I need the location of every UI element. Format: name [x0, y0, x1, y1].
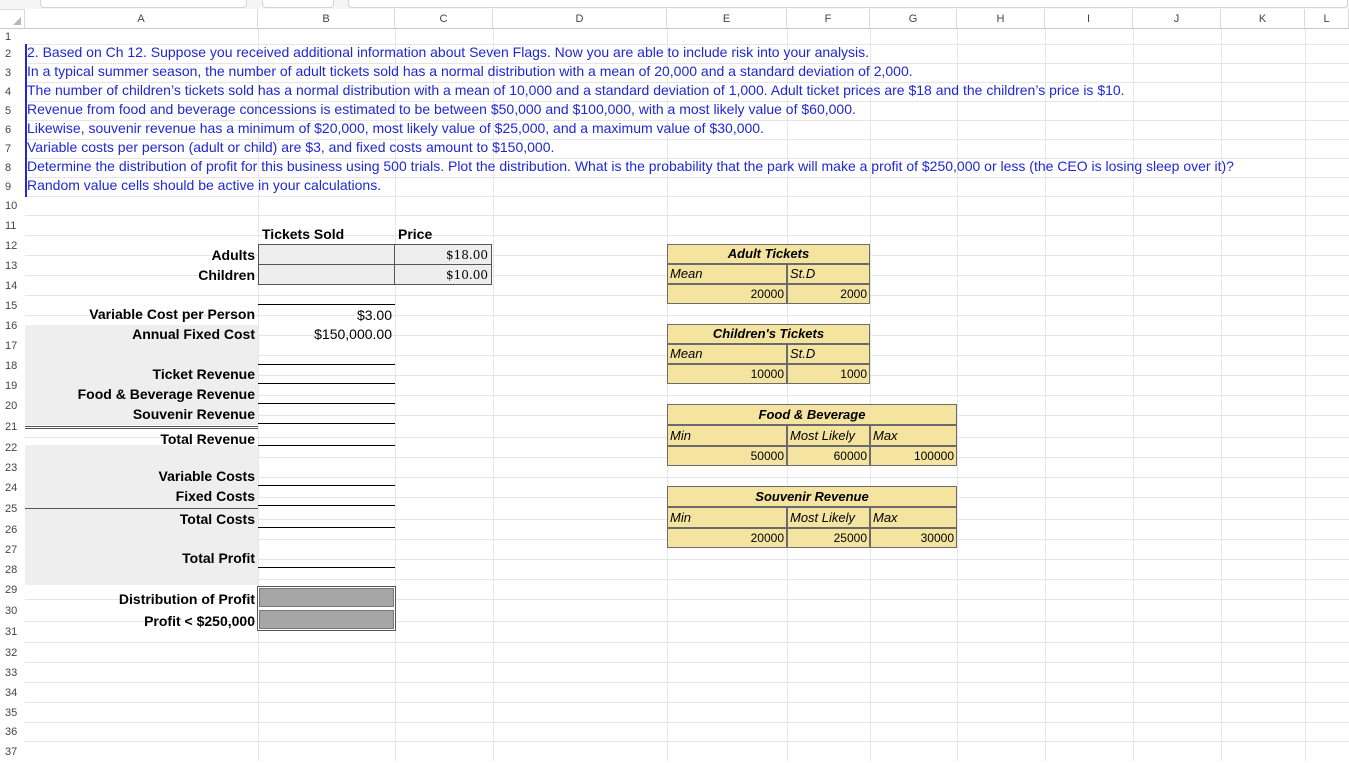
select-all-corner[interactable] — [0, 9, 25, 29]
row-header[interactable]: 24 — [5, 482, 18, 494]
row-header[interactable]: 14 — [5, 280, 18, 292]
row-header[interactable]: 29 — [5, 584, 18, 596]
row-header[interactable]: 6 — [5, 124, 12, 136]
column-header[interactable]: I — [1045, 9, 1133, 29]
souvenir-revenue-label: Souvenir Revenue — [132, 406, 255, 422]
souvenir-box-title: Souvenir Revenue — [667, 486, 957, 507]
row-header[interactable]: 33 — [5, 667, 18, 679]
row-header[interactable]: 20 — [5, 400, 18, 412]
row-header[interactable]: 21 — [5, 421, 18, 433]
instruction-line: 2. Based on Ch 12. Suppose you received additional information about Seven Flags. Now you are able to include risk into your analysis. — [27, 44, 870, 60]
instruction-line: Random value cells should be active in your calculations. — [27, 177, 382, 193]
row-header[interactable]: 36 — [5, 726, 18, 738]
children-box-title: Children's Tickets — [667, 324, 870, 344]
fixed-cost-label: Annual Fixed Cost — [132, 326, 255, 342]
instruction-line: Revenue from food and beverage concessions is estimated to be between $50,000 and $100,000, with a most likely value of $60,000. — [27, 101, 856, 117]
row-header[interactable]: 25 — [5, 503, 18, 515]
instruction-line: Determine the distribution of profit for this business using 500 trials. Plot the distribution. What is the probability that the park will make a profit of $250,000 or less (the CEO is losing sleep over it)? — [27, 158, 1234, 174]
name-box[interactable] — [40, 0, 247, 8]
var-cost-label: Variable Cost per Person — [89, 306, 255, 322]
distribution-output-cell[interactable] — [259, 588, 394, 607]
row-header[interactable]: 30 — [5, 605, 18, 617]
column-header[interactable]: F — [787, 9, 870, 29]
grid-row-line — [25, 662, 1349, 663]
row-header[interactable]: 9 — [5, 181, 12, 193]
grid-row-line — [25, 196, 1349, 197]
souvenir-likely-cell[interactable]: 25000 — [787, 528, 870, 548]
column-header[interactable]: G — [870, 9, 957, 29]
row-header[interactable]: 2 — [5, 48, 12, 60]
column-header[interactable]: A — [25, 9, 258, 29]
price-header: Price — [398, 226, 433, 242]
adult-mean-cell[interactable]: 20000 — [667, 284, 787, 304]
food-max-cell[interactable]: 100000 — [870, 446, 957, 466]
food-box-col1: Min — [667, 425, 787, 446]
revenue-line-1 — [258, 364, 395, 365]
profit-threshold-label: Profit < $250,000 — [144, 613, 255, 629]
row-header[interactable]: 4 — [5, 86, 12, 98]
revenue-line-4 — [258, 423, 395, 424]
instruction-line: Likewise, souvenir revenue has a minimum of $20,000, most likely value of $25,000, and a maximum value of $30,000. — [27, 120, 764, 136]
row-header[interactable]: 3 — [5, 67, 12, 79]
revenue-line-3 — [258, 403, 395, 404]
column-header[interactable]: K — [1221, 9, 1305, 29]
adults-label: Adults — [211, 247, 255, 263]
children-price-cell[interactable]: $10.00 — [394, 264, 492, 285]
souvenir-box-col2: Most Likely — [787, 507, 870, 528]
variable-costs-label: Variable Costs — [158, 468, 255, 484]
row-header[interactable]: 31 — [5, 626, 18, 638]
instruction-line: Variable costs per person (adult or child) are $3, and fixed costs amount to $150,000. — [27, 139, 555, 155]
food-revenue-label: Food & Beverage Revenue — [77, 386, 255, 402]
row-header[interactable]: 35 — [5, 707, 18, 719]
ticket-revenue-label: Ticket Revenue — [152, 366, 255, 382]
column-header[interactable]: C — [395, 9, 493, 29]
children-label: Children — [198, 267, 255, 283]
children-mean-cell[interactable]: 10000 — [667, 364, 787, 384]
profit-line — [258, 567, 395, 568]
food-likely-cell[interactable]: 60000 — [787, 446, 870, 466]
adult-box-col1: Mean — [667, 264, 787, 284]
column-header[interactable]: H — [957, 9, 1045, 29]
row-header[interactable]: 15 — [5, 300, 18, 312]
children-std-cell[interactable]: 1000 — [787, 364, 870, 384]
food-min-cell[interactable]: 50000 — [667, 446, 787, 466]
column-header[interactable]: D — [493, 9, 667, 29]
grid-row-line — [25, 215, 1349, 216]
cost-line-2 — [258, 505, 395, 506]
spreadsheet-grid[interactable] — [0, 9, 1349, 761]
row-header[interactable]: 10 — [5, 200, 18, 212]
row-header[interactable]: 37 — [5, 746, 18, 758]
food-box-col2: Most Likely — [787, 425, 870, 446]
grid-row-line — [25, 642, 1349, 643]
row-header[interactable]: 28 — [5, 564, 18, 576]
row-header[interactable]: 11 — [5, 220, 17, 232]
adult-price-cell[interactable]: $18.00 — [394, 244, 492, 265]
row-header[interactable]: 32 — [5, 647, 18, 659]
row-header[interactable]: 7 — [5, 143, 12, 155]
grid-row-line — [25, 722, 1349, 723]
fixed-cost-value[interactable]: $150,000.00 — [314, 326, 392, 342]
row-header[interactable]: 12 — [5, 240, 18, 252]
souvenir-max-cell[interactable]: 30000 — [870, 528, 957, 548]
row-header[interactable]: 16 — [5, 320, 18, 332]
souvenir-box-col1: Min — [667, 507, 787, 528]
instruction-line: In a typical summer season, the number of adult tickets sold has a normal distribution with a mean of 20,000 and a standard deviation of 2,000. — [27, 63, 913, 79]
row-header[interactable]: 13 — [5, 260, 18, 272]
revenue-line-5 — [258, 445, 395, 446]
souvenir-box-col3: Max — [870, 507, 957, 528]
tickets-sold-header: Tickets Sold — [262, 226, 345, 242]
row-header[interactable]: 27 — [5, 544, 18, 556]
row-header[interactable]: 22 — [5, 442, 18, 454]
grid-row-line — [25, 702, 1349, 703]
souvenir-min-cell[interactable]: 20000 — [667, 528, 787, 548]
row-header[interactable]: 19 — [5, 380, 18, 392]
total-profit-label: Total Profit — [182, 550, 255, 566]
formula-controls[interactable] — [262, 0, 334, 8]
tickets-divider — [258, 264, 395, 265]
revenue-line-2 — [258, 383, 395, 384]
row-header[interactable]: 1 — [5, 31, 12, 43]
row-header[interactable]: 5 — [5, 105, 12, 117]
food-box-title: Food & Beverage — [667, 404, 957, 425]
adult-std-cell[interactable]: 2000 — [787, 284, 870, 304]
probability-output-cell[interactable] — [259, 610, 394, 629]
column-header[interactable]: L — [1305, 9, 1349, 29]
food-box-col3: Max — [870, 425, 957, 446]
formula-bar[interactable] — [348, 0, 1348, 8]
cost-line-3 — [258, 527, 395, 528]
row-header[interactable]: 34 — [5, 687, 18, 699]
grid-row-line — [25, 741, 1349, 742]
var-cost-value[interactable]: $3.00 — [258, 304, 395, 324]
fixed-costs-label: Fixed Costs — [175, 488, 255, 504]
grid-row-line — [25, 682, 1349, 683]
row-header[interactable]: 17 — [5, 340, 18, 352]
grid-row-line — [25, 235, 1349, 236]
total-revenue-label: Total Revenue — [25, 426, 258, 446]
children-box-col2: St.D — [787, 344, 870, 364]
row-header[interactable]: 18 — [5, 360, 18, 372]
row-header[interactable]: 23 — [5, 462, 18, 474]
column-header[interactable]: J — [1133, 9, 1221, 29]
children-box-col1: Mean — [667, 344, 787, 364]
column-header[interactable]: B — [258, 9, 395, 29]
instruction-line: The number of children’s tickets sold has a normal distribution with a mean of 10,000 and a standard deviation of 1,000. Adult ticket prices are $18 and the children’s price is $10. — [27, 82, 1125, 98]
column-header[interactable]: E — [667, 9, 787, 29]
total-costs-label: Total Costs — [25, 508, 258, 528]
adult-box-title: Adult Tickets — [667, 244, 870, 264]
row-header[interactable]: 8 — [5, 162, 12, 174]
adult-box-col2: St.D — [787, 264, 870, 284]
cost-line-1 — [258, 485, 395, 486]
distribution-label: Distribution of Profit — [118, 591, 255, 607]
row-header[interactable]: 26 — [5, 524, 18, 536]
